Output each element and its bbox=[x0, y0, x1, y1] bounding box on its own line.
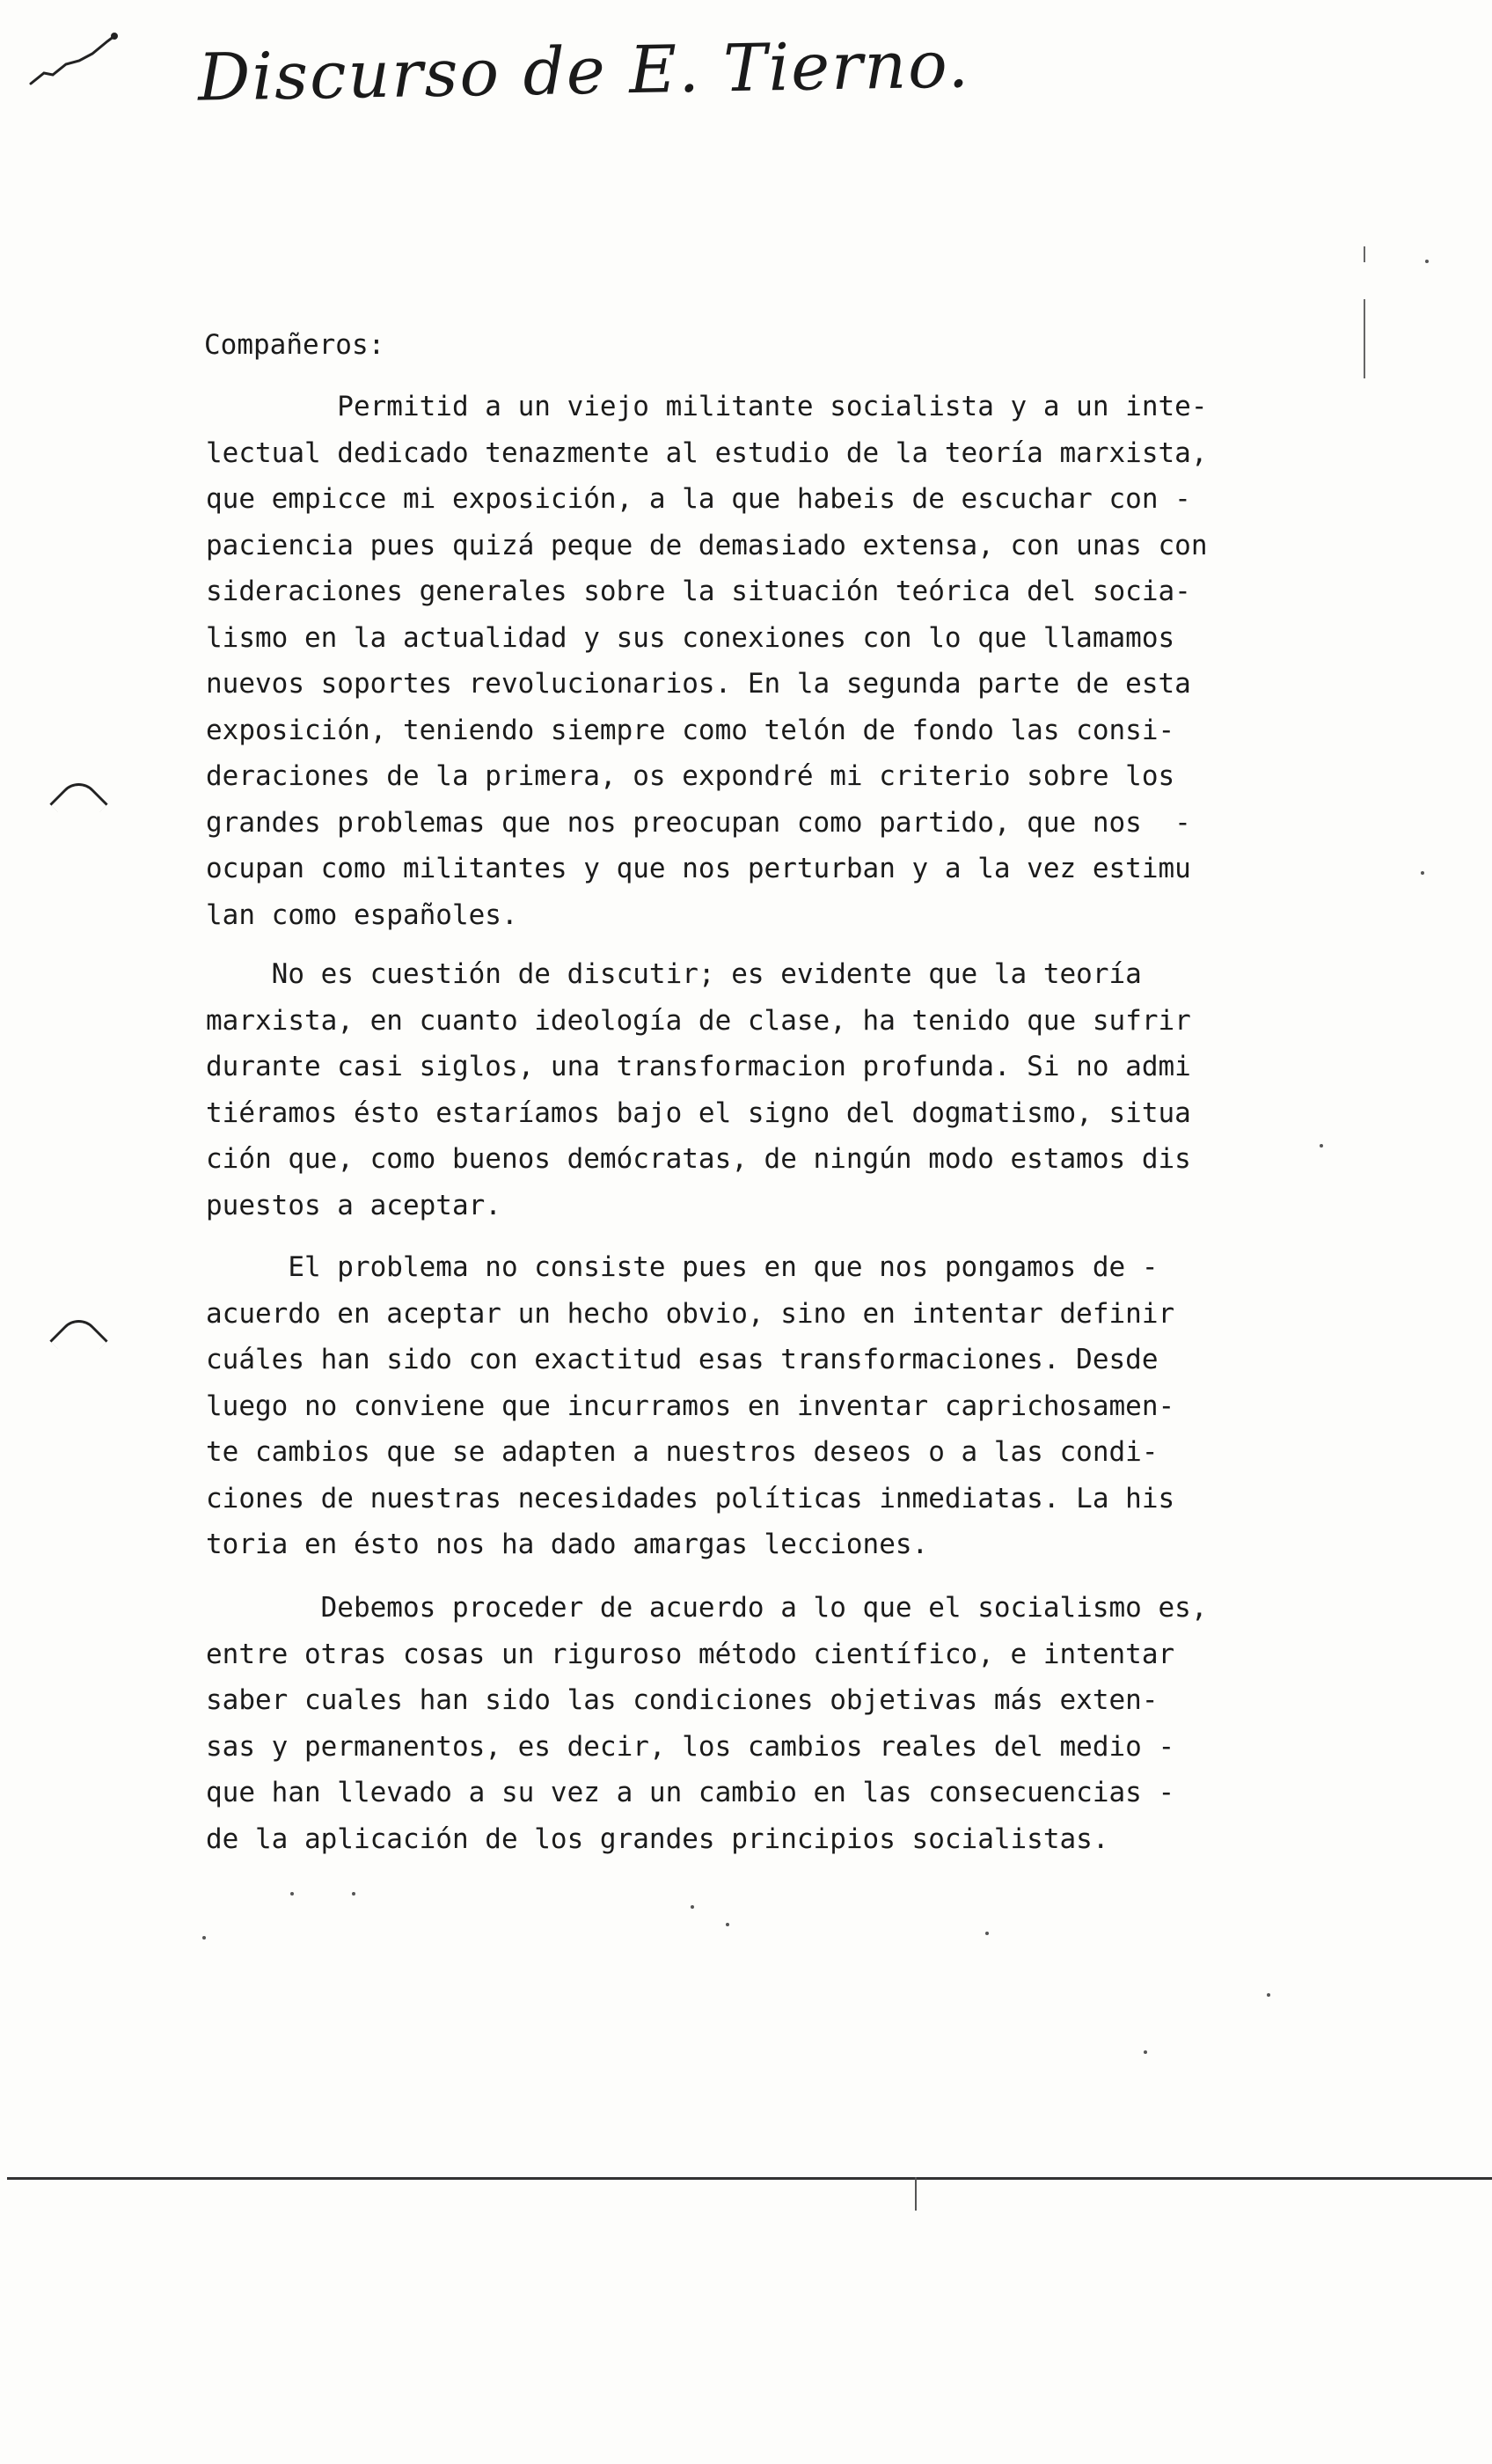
handwritten-title: Discurso de E. Tierno. bbox=[197, 26, 971, 116]
margin-mark bbox=[1364, 299, 1365, 378]
paragraph-2: No es cuestión de discutir; es evidente que la teoría marxista, en cuanto ideología de clase, ha tenido que sufrir durante casi siglos, una transformacion profunda. Si no admi tiéramos ésto estaríamos bajo el signo del dogmatismo, situa ción que, como buenos demócratas, de ningún modo estamos dis puestos a aceptar. bbox=[206, 958, 1191, 1221]
paragraph-1: Permitid a un viejo militante socialista y a un inte- lectual dedicado tenazmente al estudio de la teoría marxista, que empicce mi exposición, a la que habeis de escuchar con - paciencia pues quizá peque de demasiado extensa, con unas con sideraciones generales sobre la situación teórica del socia- lismo en la actualidad y sus conexiones con lo que llamamos nuevos soportes revolucionarios. En la segunda parte de esta exposición, teniendo siempre como telón de fondo las consi- deraciones de la primera, os expondré mi criterio sobre los grandes problemas que nos preocupan como partido, que nos - ocupan como militantes y que nos perturban y a la vez estimu lan como españoles. bbox=[206, 391, 1208, 931]
speck bbox=[691, 1905, 694, 1909]
speck bbox=[202, 1936, 206, 1940]
speck bbox=[726, 1923, 729, 1926]
pen-stroke-mark bbox=[26, 22, 123, 92]
salutation: Compañeros: bbox=[204, 329, 385, 361]
margin-mark bbox=[1364, 246, 1365, 262]
bottom-rule bbox=[7, 2177, 1492, 2180]
speck bbox=[1144, 2050, 1147, 2054]
speck bbox=[1267, 1993, 1270, 1997]
speck bbox=[290, 1892, 294, 1896]
speck bbox=[985, 1932, 989, 1935]
bottom-tick bbox=[915, 2177, 917, 2211]
speck bbox=[1425, 260, 1429, 263]
speck bbox=[352, 1892, 355, 1896]
paragraph-4: Debemos proceder de acuerdo a lo que el socialismo es, entre otras cosas un riguroso método científico, e intentar saber cuales han sido las condiciones objetivas más exten- sas y permanentos, es decir, los cambios reales del medio - que han llevado a su vez a un cambio en las consecuencias - de la aplicación de los grandes principios socialistas. bbox=[206, 1592, 1208, 1855]
paragraph-3: El problema no consiste pues en que nos pongamos de - acuerdo en aceptar un hecho obvio, sino en intentar definir cuáles han sido con exactitud esas transformaciones. Desde luego no conviene que incurramos en inventar caprichosamen- te cambios que se adapten a nuestros deseos o a las condi- ciones de nuestras necesidades políticas inmediatas. La his toria en ésto nos ha dado amargas lecciones. bbox=[206, 1251, 1175, 1560]
speck bbox=[1320, 1144, 1323, 1148]
speck bbox=[1421, 871, 1424, 875]
punch-hole-mark bbox=[49, 774, 107, 832]
punch-hole-mark bbox=[49, 1311, 107, 1369]
